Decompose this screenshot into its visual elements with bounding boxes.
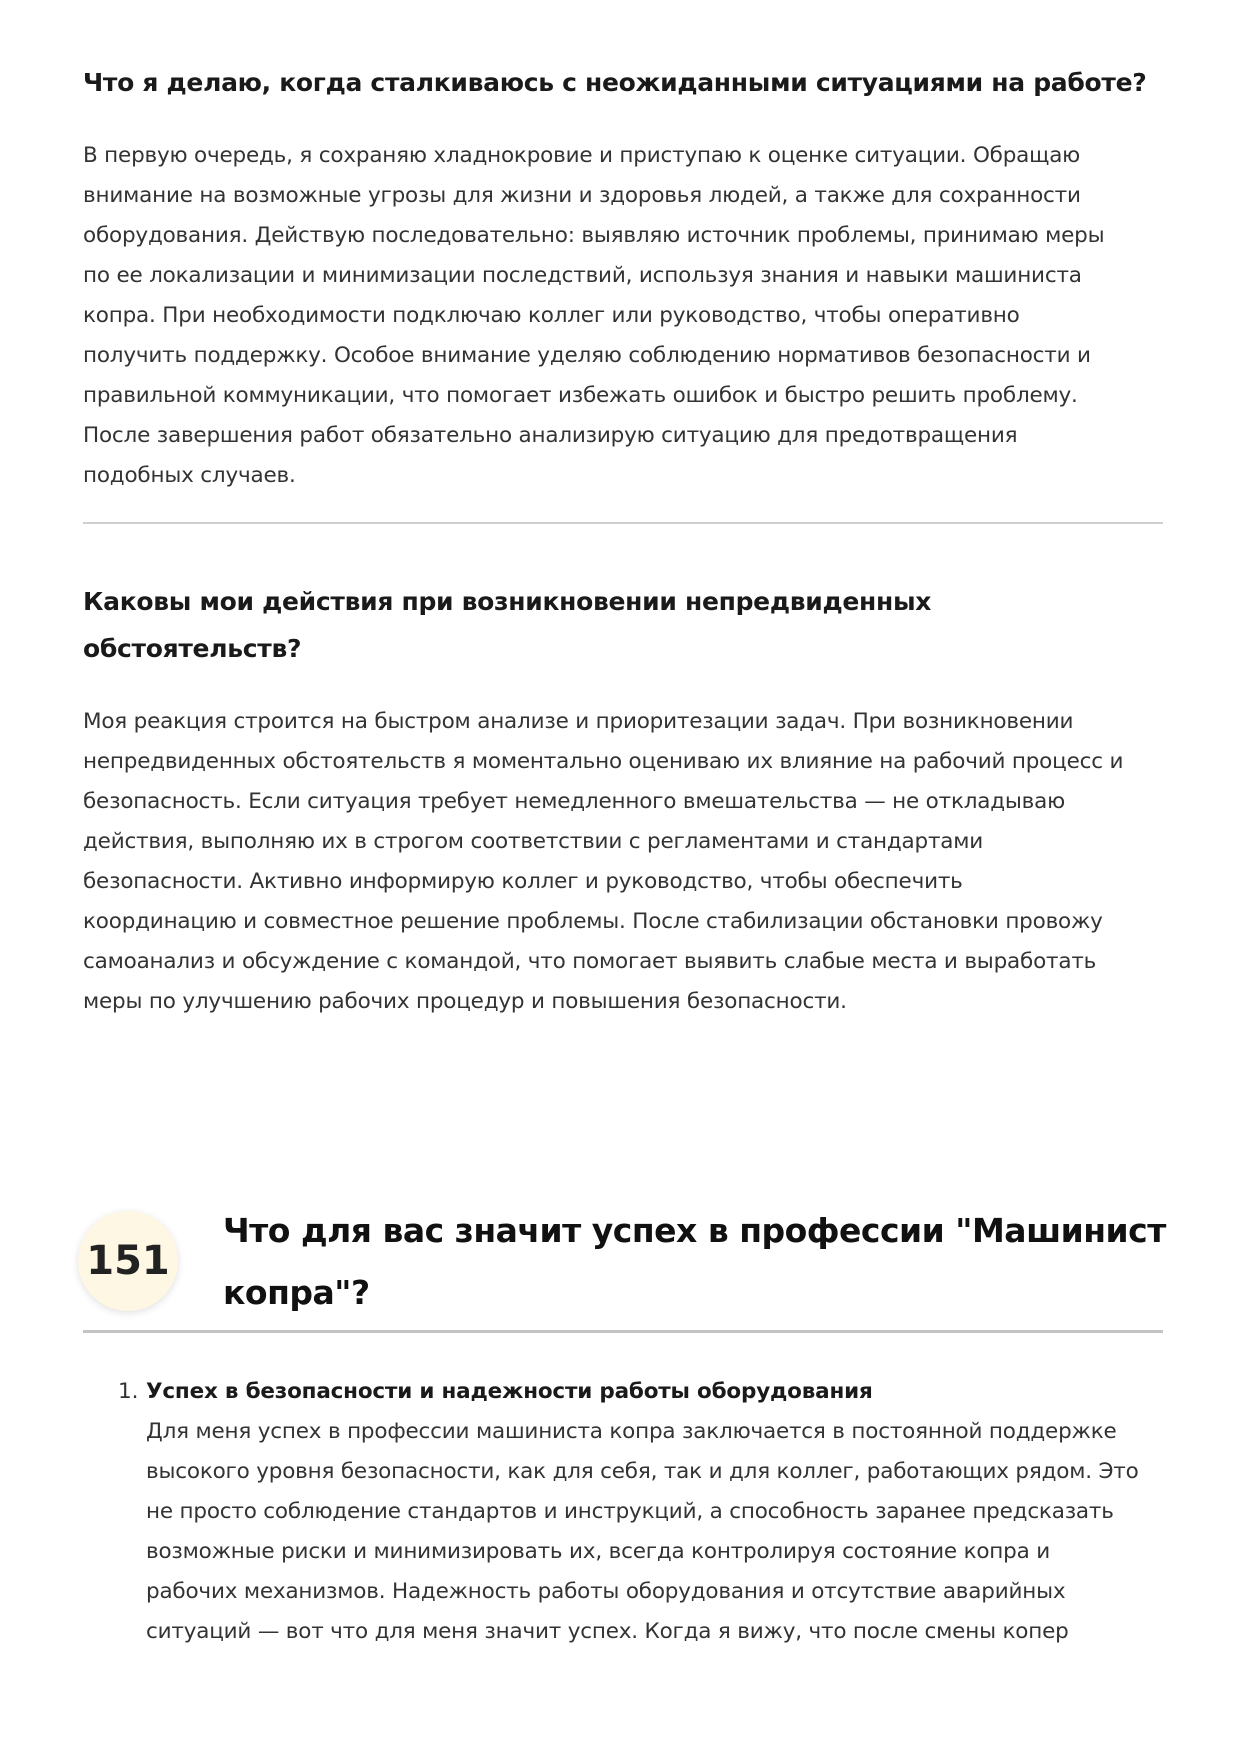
text-line: безопасности. Активно информирую коллег и руководство, чтобы обеспечить — [83, 869, 963, 894]
text-line: Для меня успех в профессии машиниста копра заключается в постоянной поддержке — [146, 1419, 1117, 1444]
text-line: самоанализ и обсуждение с командой, что помогает выявить слабые места и выработать — [83, 949, 1097, 974]
question-title — [223, 1200, 1166, 1324]
section-heading-unexpected-situations: Что я делаю, когда сталкиваюсь с неожиданными ситуациями на работе? — [83, 68, 1147, 97]
text-line: действия, выполняю их в строгом соответствии с регламентами и стандартами — [83, 829, 984, 854]
heading-line: обстоятельств? — [83, 634, 302, 663]
text-line: внимание на возможные угрозы для жизни и здоровья людей, а также для сохранности — [83, 183, 1081, 208]
text-line: копра. При необходимости подключаю коллег или руководство, чтобы оперативно — [83, 303, 1020, 328]
list-item-marker: 1. — [118, 1379, 139, 1404]
list-item — [146, 1372, 1139, 1644]
text-line: получить поддержку. Особое внимание уделяю соблюдению нормативов безопасности и — [83, 343, 1091, 368]
text-line: оборудования. Действую последовательно: выявляю источник проблемы, принимаю меры — [83, 223, 1105, 248]
text-line: Моя реакция строится на быстром анализе и приоритезации задач. При возникновении — [83, 709, 1074, 734]
list-item-title: Успех в безопасности и надежности работы оборудования — [146, 1379, 873, 1404]
text-line: подобных случаев. — [83, 463, 296, 488]
text-line: меры по улучшению рабочих процедур и повышения безопасности. — [83, 989, 847, 1014]
text-line: координацию и совместное решение проблемы. После стабилизации обстановки провожу — [83, 909, 1103, 934]
title-line: Что для вас значит успех в профессии "Машинист — [223, 1211, 1166, 1250]
text-line: возможные риски и минимизировать их, всегда контролируя состояние копра и — [146, 1539, 1050, 1564]
text-line: по ее локализации и минимизации последствий, используя знания и навыки машиниста — [83, 263, 1082, 288]
text-line: правильной коммуникации, что помогает избежать ошибок и быстро решить проблему. — [83, 383, 1078, 408]
section-heading-unforeseen-circumstances — [83, 578, 931, 672]
question-divider — [83, 1330, 1163, 1333]
text-line: рабочих механизмов. Надежность работы оборудования и отсутствие аварийных — [146, 1579, 1066, 1604]
text-line: высокого уровня безопасности, как для себя, так и для коллег, работающих рядом. Это — [146, 1459, 1139, 1484]
text-line: После завершения работ обязательно анализирую ситуацию для предотвращения — [83, 423, 1018, 448]
divider — [83, 522, 1163, 524]
text-line: безопасность. Если ситуация требует немедленного вмешательства — не откладываю — [83, 789, 1066, 814]
text-line: В первую очередь, я сохраняю хладнокровие и приступаю к оценке ситуации. Обращаю — [83, 143, 1081, 168]
title-line: копра"? — [223, 1273, 370, 1312]
text-line: не просто соблюдение стандартов и инструкций, а способность заранее предсказать — [146, 1499, 1114, 1524]
text-line: ситуаций — вот что для меня значит успех. Когда я вижу, что после смены копер — [146, 1619, 1069, 1644]
section-paragraph-unexpected-situations — [83, 136, 1104, 496]
list-item-body — [146, 1412, 1139, 1644]
question-number-badge: 151 — [78, 1211, 178, 1311]
heading-line: Каковы мои действия при возникновении непредвиденных — [83, 587, 932, 616]
text-line: непредвиденных обстоятельств я моментально оцениваю их влияние на рабочий процесс и — [83, 749, 1124, 774]
section-paragraph-unforeseen-circumstances — [83, 702, 1123, 1022]
